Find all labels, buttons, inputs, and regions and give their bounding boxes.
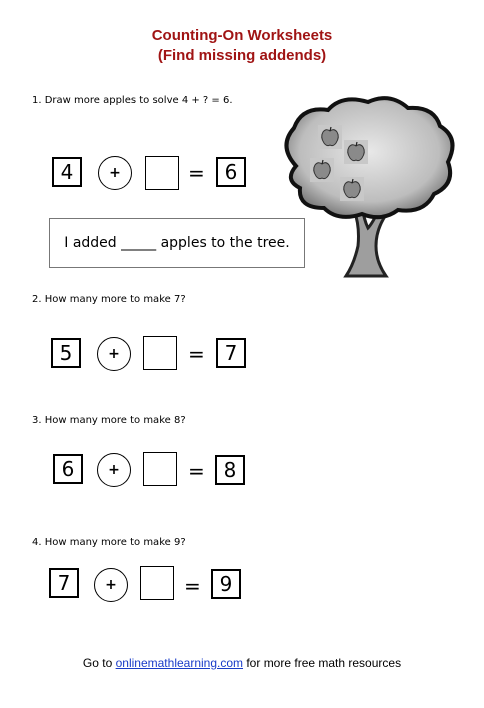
apple-icon [318, 125, 342, 149]
question-2-text: 2. How many more to make 7? [32, 294, 186, 305]
website-link[interactable]: onlinemathlearning.com [115, 656, 244, 670]
apple-icon [340, 177, 364, 201]
question-4-plus-sign: + [94, 568, 128, 602]
question-1-equals-sign: = [188, 161, 205, 185]
question-3-first-addend: 6 [53, 454, 83, 484]
apple-icon [310, 158, 334, 182]
question-1-answer-box[interactable] [145, 156, 179, 190]
worksheet-title-line2: (Find missing addends) [157, 47, 327, 64]
question-4-result: 9 [211, 569, 241, 599]
question-2-answer-box[interactable] [143, 336, 177, 370]
footer-suffix: for more free math resources [243, 656, 402, 670]
question-2-result: 7 [216, 338, 246, 368]
worksheet-title-line1: Counting-On Worksheets [151, 27, 333, 44]
question-2-first-addend: 5 [51, 338, 81, 368]
question-3-answer-box[interactable] [143, 452, 177, 486]
question-3-plus-sign: + [97, 453, 131, 487]
question-4-answer-box[interactable] [140, 566, 174, 600]
question-2-plus-sign: + [97, 337, 131, 371]
question-4-text: 4. How many more to make 9? [32, 537, 186, 548]
question-2-equals-sign: = [188, 342, 205, 366]
question-1-first-addend: 4 [52, 157, 82, 187]
question-4-equals-sign: = [184, 574, 201, 598]
footer [0, 656, 484, 670]
footer-prefix: Go to [82, 656, 116, 670]
question-1-plus-sign: + [98, 156, 132, 190]
tree-with-apples-icon [276, 96, 476, 286]
question-3-text: 3. How many more to make 8? [32, 415, 186, 426]
question-3-equals-sign: = [188, 459, 205, 483]
question-3-result: 8 [215, 455, 245, 485]
answer-sentence: I added _____ apples to the tree. [64, 235, 290, 251]
question-1-text: 1. Draw more apples to solve 4 + ? = 6. [32, 95, 233, 106]
question-1-result: 6 [216, 157, 246, 187]
apple-icon [344, 140, 368, 164]
question-4-first-addend: 7 [49, 568, 79, 598]
answer-sentence-box [49, 218, 305, 268]
